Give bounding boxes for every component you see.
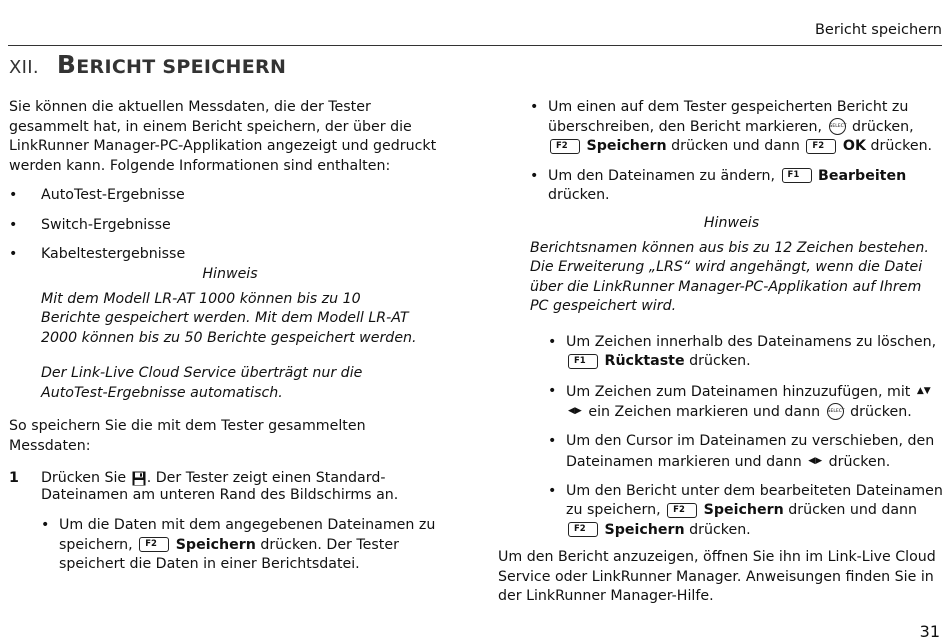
select-key-icon: SELECT (829, 118, 846, 135)
list-item: • AutoTest-Ergebnisse (9, 186, 449, 206)
f2-key-icon: F2 (806, 139, 836, 154)
f2-key-icon: F2 (550, 139, 580, 154)
page-number: 31 (919, 622, 940, 641)
list-item: • Kabeltestergebnisse (9, 245, 449, 265)
closing-paragraph: Um den Bericht anzuzeigen, öffnen Sie ihn im Link-Live Cloud Service oder LinkRunner Manager. Anweisungen finden Sie in der LinkRunner Manager-Hilfe. (498, 549, 936, 605)
item-text: Um Zeichen innerhalb des Dateinamens zu löschen, (566, 333, 937, 350)
chapter-title-initial: B (56, 50, 77, 79)
note-text: Berichtsnamen können aus bis zu 12 Zeichen bestehen. Die Erweiterung „LRS“ wird angehängt, wenn die Datei über die LinkRunner Manager-PC-Applikation auf Ihrem PC gespeichert wird. (530, 239, 929, 314)
list-item (498, 98, 943, 157)
left-right-arrows-icon: ◀▶ (808, 455, 823, 466)
item-text: Um den Cursor im Dateinamen zu verschieben, den Dateinamen markieren und dann (566, 433, 935, 470)
item-text: drücken und dann (788, 502, 918, 519)
list-item: • Switch-Ergebnisse (9, 216, 449, 236)
item-text: drücken. (828, 453, 891, 470)
subitem-text: drücken. Der Tester speichert die Daten in einer Berichtsdatei. (59, 536, 399, 572)
save-icon (132, 471, 146, 486)
note-box (9, 265, 449, 404)
left-right-arrows-icon: ◀▶ (568, 405, 582, 416)
note-title: Hinweis (202, 265, 258, 282)
step-text: Drücken Sie (41, 470, 127, 486)
item-text: drücken. (870, 138, 933, 154)
item-text: drücken. (689, 353, 751, 369)
f2-key-icon: F2 (568, 522, 598, 537)
note-text: Der Link-Live Cloud Service überträgt nur die AutoTest-Ergebnisse automatisch. (41, 365, 363, 401)
note-box (498, 214, 943, 317)
subitem-bold: Speichern (175, 536, 256, 553)
item-text: drücken. (689, 521, 751, 538)
item-text: Um den Bericht unter dem bearbeiteten Dateinamen zu speichern, (566, 482, 943, 519)
note-title: Hinweis (703, 214, 760, 231)
f1-key-icon: F1 (782, 168, 812, 183)
select-key-icon: SELECT (827, 403, 844, 420)
list-item (498, 482, 943, 541)
step-1 (9, 470, 449, 504)
list-item (498, 333, 943, 372)
item-bold: Speichern (604, 521, 685, 538)
right-column (498, 98, 943, 607)
item-text: drücken und dann (671, 138, 800, 154)
chapter-heading (9, 50, 286, 79)
f2-key-icon: F2 (667, 503, 697, 518)
how-to-paragraph: So speichern Sie die mit dem Tester gesammelten Messdaten: (9, 418, 366, 454)
up-down-arrows-icon: ▲▼ (916, 385, 931, 396)
item-bold: Rücktaste (604, 353, 685, 369)
item-bold: Speichern (703, 502, 784, 519)
chapter-title-rest: ERICHT SPEICHERN (76, 56, 287, 78)
header-divider (8, 45, 942, 46)
list-item (498, 167, 943, 206)
note-text: Mit dem Modell LR-AT 1000 können bis zu 10 Berichte gespeichert werden. Mit dem Modell LR-AT 2000 können bis zu 50 Berichte gespeichert werden. (41, 290, 417, 346)
item-text: ein Zeichen markieren und dann (588, 403, 821, 420)
item-text: drücken. (850, 403, 912, 420)
item-text: Um den Dateinamen zu ändern, (548, 167, 775, 184)
item-bold: Speichern (586, 138, 667, 154)
list-item (498, 382, 943, 423)
subitem-text: Um die Daten mit dem angegebenen Dateinamen zu speichern, (59, 517, 436, 553)
item-text: Um einen auf dem Tester gespeicherten Bericht zu überschreiben, den Bericht markieren, (548, 99, 909, 135)
chapter-number: XII. (9, 57, 39, 78)
step-1-subitem (9, 516, 449, 575)
item-text: drücken, (852, 118, 914, 135)
item-bold: Bearbeiten (818, 167, 907, 184)
step-text: . Der Tester zeigt einen Standard-Dateinamen am unteren Rand des Bildschirms an. (41, 470, 399, 503)
item-text: drücken. (548, 187, 610, 203)
left-column (9, 98, 449, 575)
item-bold: OK (842, 138, 866, 154)
list-item (498, 432, 943, 472)
step-number: 1 (9, 470, 19, 486)
intro-paragraph: Sie können die aktuellen Messdaten, die der Tester gesammelt hat, in einem Bericht speichern, der über die LinkRunner Manager-PC-Applikation angezeigt und gedruckt werden kann. Folgende Informationen sind enthalten: (9, 99, 437, 174)
item-text: Um Zeichen zum Dateinamen hinzuzufügen, mit (566, 383, 911, 400)
running-header: Bericht speichern (814, 22, 942, 38)
f1-key-icon: F1 (568, 354, 598, 369)
f2-key-icon: F2 (139, 537, 169, 552)
